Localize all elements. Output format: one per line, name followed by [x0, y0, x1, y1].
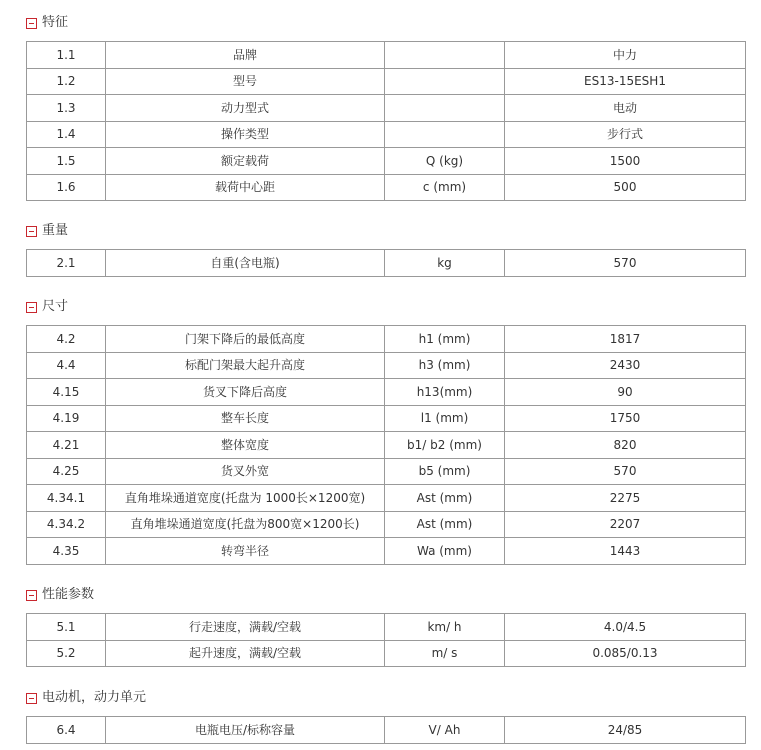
spec-table — [26, 613, 746, 667]
section-title: 特征 — [42, 15, 69, 30]
item-number-cell: 4.4 — [27, 352, 106, 379]
value-cell: 中力 — [505, 42, 746, 69]
parameter-name-cell: 直角堆垛通道宽度(托盘为800宽×1200长) — [106, 511, 385, 538]
parameter-name-cell: 货叉外宽 — [106, 458, 385, 485]
table-row — [27, 379, 746, 406]
table-row — [27, 511, 746, 538]
unit-cell: b1/ b2 (mm) — [385, 432, 505, 459]
value-cell: 4.0/4.5 — [505, 614, 746, 641]
parameter-name-cell: 整车长度 — [106, 405, 385, 432]
value-cell: 24/85 — [505, 717, 746, 744]
item-number-cell: 5.2 — [27, 640, 106, 667]
unit-cell — [385, 68, 505, 95]
item-number-cell: 4.21 — [27, 432, 106, 459]
parameter-name-cell: 直角堆垛通道宽度(托盘为 1000长×1200宽) — [106, 485, 385, 512]
value-cell: 2275 — [505, 485, 746, 512]
item-number-cell: 4.15 — [27, 379, 106, 406]
value-cell: 步行式 — [505, 121, 746, 148]
parameter-name-cell: 动力型式 — [106, 95, 385, 122]
table-row — [27, 121, 746, 148]
value-cell: 1500 — [505, 148, 746, 175]
spec-table — [26, 249, 746, 277]
parameter-name-cell: 型号 — [106, 68, 385, 95]
table-row — [27, 640, 746, 667]
parameter-name-cell: 起升速度，满载/空载 — [106, 640, 385, 667]
value-cell: 820 — [505, 432, 746, 459]
collapse-icon[interactable] — [26, 302, 37, 313]
unit-cell: h3 (mm) — [385, 352, 505, 379]
value-cell: 1750 — [505, 405, 746, 432]
item-number-cell: 1.5 — [27, 148, 106, 175]
item-number-cell: 4.34.1 — [27, 485, 106, 512]
value-cell: ES13-15ESH1 — [505, 68, 746, 95]
unit-cell: Ast (mm) — [385, 485, 505, 512]
parameter-name-cell: 门架下降后的最低高度 — [106, 326, 385, 353]
parameter-name-cell: 额定载荷 — [106, 148, 385, 175]
section-title: 性能参数 — [42, 587, 95, 602]
unit-cell — [385, 42, 505, 69]
section-title: 尺寸 — [42, 299, 69, 314]
spec-table — [26, 41, 746, 201]
item-number-cell: 4.35 — [27, 538, 106, 565]
value-cell: 570 — [505, 458, 746, 485]
section-header — [26, 587, 94, 603]
section-title: 重量 — [42, 223, 69, 238]
unit-cell — [385, 121, 505, 148]
parameter-name-cell: 操作类型 — [106, 121, 385, 148]
table-row — [27, 614, 746, 641]
parameter-name-cell: 自重(含电瓶) — [106, 250, 385, 277]
item-number-cell: 1.6 — [27, 174, 106, 201]
item-number-cell: 1.4 — [27, 121, 106, 148]
item-number-cell: 5.1 — [27, 614, 106, 641]
parameter-name-cell: 转弯半径 — [106, 538, 385, 565]
parameter-name-cell: 标配门架最大起升高度 — [106, 352, 385, 379]
collapse-icon[interactable] — [26, 590, 37, 601]
item-number-cell: 4.19 — [27, 405, 106, 432]
unit-cell: h1 (mm) — [385, 326, 505, 353]
section-header — [26, 15, 68, 31]
table-row — [27, 538, 746, 565]
unit-cell: b5 (mm) — [385, 458, 505, 485]
item-number-cell: 1.1 — [27, 42, 106, 69]
parameter-name-cell: 整体宽度 — [106, 432, 385, 459]
table-row — [27, 68, 746, 95]
spec-table — [26, 716, 746, 744]
collapse-icon[interactable] — [26, 18, 37, 29]
item-number-cell: 4.2 — [27, 326, 106, 353]
collapse-icon[interactable] — [26, 693, 37, 704]
collapse-icon[interactable] — [26, 226, 37, 237]
table-row — [27, 174, 746, 201]
value-cell: 570 — [505, 250, 746, 277]
parameter-name-cell: 品牌 — [106, 42, 385, 69]
unit-cell: V/ Ah — [385, 717, 505, 744]
item-number-cell: 2.1 — [27, 250, 106, 277]
item-number-cell: 6.4 — [27, 717, 106, 744]
table-row — [27, 148, 746, 175]
unit-cell: kg — [385, 250, 505, 277]
value-cell: 电动 — [505, 95, 746, 122]
unit-cell — [385, 95, 505, 122]
table-row — [27, 717, 746, 744]
value-cell: 1817 — [505, 326, 746, 353]
section-header — [26, 690, 146, 706]
parameter-name-cell: 电瓶电压/标称容量 — [106, 717, 385, 744]
unit-cell: l1 (mm) — [385, 405, 505, 432]
item-number-cell: 1.2 — [27, 68, 106, 95]
value-cell: 500 — [505, 174, 746, 201]
table-row — [27, 458, 746, 485]
value-cell: 90 — [505, 379, 746, 406]
table-row — [27, 405, 746, 432]
table-row — [27, 42, 746, 69]
table-row — [27, 432, 746, 459]
parameter-name-cell: 货叉下降后高度 — [106, 379, 385, 406]
value-cell: 2430 — [505, 352, 746, 379]
table-row — [27, 95, 746, 122]
value-cell: 0.085/0.13 — [505, 640, 746, 667]
section-header — [26, 299, 68, 315]
value-cell: 1443 — [505, 538, 746, 565]
table-row — [27, 485, 746, 512]
unit-cell: Wa (mm) — [385, 538, 505, 565]
value-cell: 2207 — [505, 511, 746, 538]
table-row — [27, 250, 746, 277]
item-number-cell: 4.34.2 — [27, 511, 106, 538]
section-title: 电动机，动力单元 — [42, 690, 147, 705]
unit-cell: Q (kg) — [385, 148, 505, 175]
spec-table — [26, 325, 746, 565]
unit-cell: Ast (mm) — [385, 511, 505, 538]
item-number-cell: 4.25 — [27, 458, 106, 485]
parameter-name-cell: 载荷中心距 — [106, 174, 385, 201]
unit-cell: h13(mm) — [385, 379, 505, 406]
item-number-cell: 1.3 — [27, 95, 106, 122]
table-row — [27, 326, 746, 353]
section-header — [26, 223, 68, 239]
unit-cell: km/ h — [385, 614, 505, 641]
parameter-name-cell: 行走速度，满载/空载 — [106, 614, 385, 641]
unit-cell: m/ s — [385, 640, 505, 667]
unit-cell: c (mm) — [385, 174, 505, 201]
table-row — [27, 352, 746, 379]
